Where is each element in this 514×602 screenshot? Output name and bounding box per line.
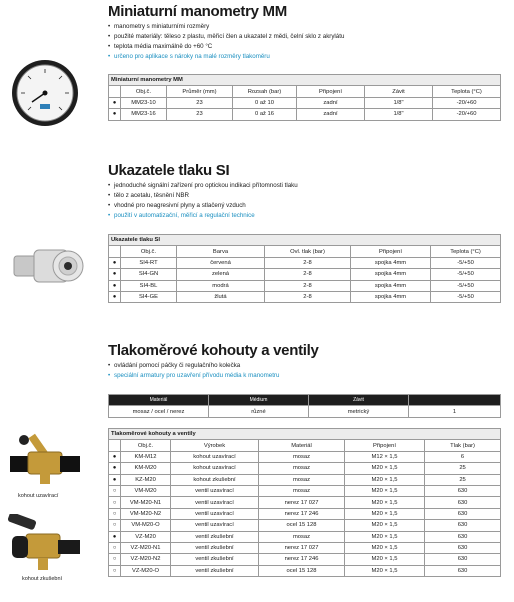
table-cell: VZ-M20-N2	[121, 554, 171, 565]
table-cell: M20 × 1,5	[345, 565, 425, 576]
table-cell: žlutá	[177, 291, 265, 302]
valve-shutoff-illustration	[4, 430, 90, 488]
stock-empty-icon	[109, 554, 121, 565]
section-title-si: Ukazatele tlaku SI	[108, 162, 230, 179]
table-cell: -5/+50	[431, 257, 501, 268]
table-cell: 6	[425, 451, 501, 462]
stock-filled-icon	[109, 463, 121, 474]
stock-empty-icon	[109, 485, 121, 496]
section-title-km: Tlakoměrové kohouty a ventily	[108, 342, 319, 359]
table-cell: MM23-16	[121, 109, 167, 120]
table-cell: -5/+50	[431, 280, 501, 291]
table-caption: Tlakoměrové kohouty a ventily	[109, 429, 501, 440]
table-cell: -20/+60	[433, 97, 501, 108]
table-cell: M20 × 1,5	[345, 463, 425, 474]
table-row	[109, 291, 501, 302]
table-cell: M12 × 1,5	[345, 451, 425, 462]
table-cell: M20 × 1,5	[345, 508, 425, 519]
bullet-item: • tělo z acetalu, těsnění NBR	[108, 191, 298, 201]
table-row	[109, 269, 501, 280]
pressure-indicator-illustration	[10, 238, 86, 294]
table-cell: zadní	[297, 109, 365, 120]
bullet-list-km	[108, 361, 279, 381]
bullet-item-highlight: • speciální armatury pro uzavření přívodu média k manometru	[108, 371, 279, 381]
table-cell: ocel 15 128	[259, 565, 345, 576]
table-cell: 630	[425, 554, 501, 565]
bullet-item: • jednoduché signální zařízení pro optickou indikaci přítomnosti tlaku	[108, 181, 298, 191]
table-cell: ocel 15 128	[259, 520, 345, 531]
table-caption: Ukazatele tlaku SI	[109, 235, 501, 246]
table-cell: spojka 4mm	[351, 280, 431, 291]
table-cell: 0 až 16	[233, 109, 297, 120]
column-header: Rozsah (bar)	[233, 86, 297, 97]
bullet-item: • manometry s miniaturními rozměry	[108, 22, 344, 32]
column-header: Připojení	[297, 86, 365, 97]
bullet-item: • vhodné pro neagresivní plyny a stlačený vzduch	[108, 201, 298, 211]
table-cell: nerez 17 027	[259, 542, 345, 553]
table-cell: M20 × 1,5	[345, 474, 425, 485]
table-cell: 1/8"	[365, 97, 433, 108]
table-cell: SI4-BL	[121, 280, 177, 291]
table-cell: 630	[425, 520, 501, 531]
column-header	[409, 395, 501, 406]
stock-filled-icon	[109, 97, 121, 108]
table-cell: MM23-10	[121, 97, 167, 108]
table-cell: ventil uzavírací	[171, 520, 259, 531]
column-header: Médium	[209, 395, 309, 406]
table-cell: 25	[425, 463, 501, 474]
table-km	[108, 428, 501, 577]
table-cell: M20 × 1,5	[345, 531, 425, 542]
table-caption: Miniaturní manometry MM	[109, 75, 501, 86]
table-cell: 1/8"	[365, 109, 433, 120]
table-cell: KM-M12	[121, 451, 171, 462]
table-cell: nerez 17 027	[259, 497, 345, 508]
stock-empty-icon	[109, 497, 121, 508]
table-si	[108, 234, 501, 303]
table-cell: VZ-M20-N1	[121, 542, 171, 553]
table-cell: mosaz / ocel / nerez	[109, 406, 209, 417]
table-row	[109, 97, 501, 108]
table-cell: VZ-M20	[121, 531, 171, 542]
table-cell: zelená	[177, 269, 265, 280]
table-cell: SI4-RT	[121, 257, 177, 268]
table-row	[109, 474, 501, 485]
table-cell: ventil uzavírací	[171, 485, 259, 496]
table-row	[109, 280, 501, 291]
table-cell: KZ-M20	[121, 474, 171, 485]
column-header: Obj.č.	[121, 86, 167, 97]
bullet-item: • teplota média maximálně do +60 °C	[108, 42, 344, 52]
bullet-item: • ovládání pomocí páčky či regulačního kolečka	[108, 361, 279, 371]
table-cell: M20 × 1,5	[345, 542, 425, 553]
table-cell: ventil zkušební	[171, 542, 259, 553]
table-cell: zadní	[297, 97, 365, 108]
table-row	[109, 565, 501, 576]
table-cell: -5/+50	[431, 291, 501, 302]
stock-empty-icon	[109, 542, 121, 553]
material-table	[108, 394, 501, 418]
stock-filled-icon	[109, 280, 121, 291]
table-cell: M20 × 1,5	[345, 520, 425, 531]
table-cell: červená	[177, 257, 265, 268]
table-cell: 23	[167, 97, 233, 108]
column-header: Obj.č.	[121, 246, 177, 257]
table-cell: 630	[425, 565, 501, 576]
bullet-list-si	[108, 181, 298, 221]
column-header: Teplota (°C)	[431, 246, 501, 257]
valve-test-illustration	[4, 514, 90, 574]
table-cell: M20 × 1,5	[345, 497, 425, 508]
table-cell: ventil zkušební	[171, 565, 259, 576]
stock-empty-icon	[109, 508, 121, 519]
valve-caption: kohout zkušební	[22, 576, 63, 582]
table-cell: 25	[425, 474, 501, 485]
table-cell: nerez 17 246	[259, 554, 345, 565]
column-header: Závit	[309, 395, 409, 406]
table-cell: spojka 4mm	[351, 269, 431, 280]
table-cell: 23	[167, 109, 233, 120]
table-cell: ventil uzavírací	[171, 508, 259, 519]
valve-caption: kohout uzavírací	[18, 493, 59, 499]
bullet-item-highlight: • určeno pro aplikace s nároky na malé rozměry tlakoměru	[108, 52, 344, 62]
table-cell: VZ-M20-O	[121, 565, 171, 576]
column-header: Připojení	[351, 246, 431, 257]
table-cell: SI4-GN	[121, 269, 177, 280]
table-cell: různé	[209, 406, 309, 417]
table-row	[109, 508, 501, 519]
stock-filled-icon	[109, 531, 121, 542]
column-header: Výrobek	[171, 440, 259, 451]
table-cell: kohout uzavírací	[171, 463, 259, 474]
table-cell: 1	[409, 406, 501, 417]
table-cell: mosaz	[259, 474, 345, 485]
table-cell: VM-M20-N2	[121, 508, 171, 519]
column-header: Připojení	[345, 440, 425, 451]
table-cell: ventil uzavírací	[171, 497, 259, 508]
table-cell: 2-8	[265, 280, 351, 291]
table-cell: 630	[425, 542, 501, 553]
column-header: Teplota (°C)	[433, 86, 501, 97]
table-cell: 630	[425, 531, 501, 542]
table-cell: 0 až 10	[233, 97, 297, 108]
table-row	[109, 257, 501, 268]
table-row	[109, 542, 501, 553]
table-cell: VM-M20	[121, 485, 171, 496]
table-cell: kohout uzavírací	[171, 451, 259, 462]
table-cell: spojka 4mm	[351, 257, 431, 268]
table-mm	[108, 74, 501, 121]
table-cell: VM-M20-N1	[121, 497, 171, 508]
table-cell: 2-8	[265, 257, 351, 268]
table-row	[109, 497, 501, 508]
table-cell: spojka 4mm	[351, 291, 431, 302]
table-cell: 2-8	[265, 291, 351, 302]
stock-filled-icon	[109, 451, 121, 462]
table-cell: ventil zkušební	[171, 531, 259, 542]
table-row	[109, 109, 501, 120]
bullet-list-mm	[108, 22, 344, 62]
column-header: Obj.č.	[121, 440, 171, 451]
table-cell: KM-M20	[121, 463, 171, 474]
table-cell: ventil zkušební	[171, 554, 259, 565]
table-cell: VM-M20-O	[121, 520, 171, 531]
table-cell: -20/+60	[433, 109, 501, 120]
table-cell: M20 × 1,5	[345, 485, 425, 496]
table-row	[109, 531, 501, 542]
table-cell: metrický	[309, 406, 409, 417]
table-row	[109, 485, 501, 496]
table-cell: SI4-GE	[121, 291, 177, 302]
column-header: Tlak (bar)	[425, 440, 501, 451]
manometer-illustration	[10, 58, 80, 128]
stock-filled-icon	[109, 269, 121, 280]
stock-filled-icon	[109, 474, 121, 485]
stock-empty-icon	[109, 565, 121, 576]
stock-empty-icon	[109, 520, 121, 531]
table-row	[109, 554, 501, 565]
table-cell: -5/+50	[431, 269, 501, 280]
table-cell: 630	[425, 497, 501, 508]
column-header: Ovl. tlak (bar)	[265, 246, 351, 257]
table-cell: M20 × 1,5	[345, 554, 425, 565]
table-cell: mosaz	[259, 463, 345, 474]
table-cell: kohout zkušební	[171, 474, 259, 485]
stock-filled-icon	[109, 257, 121, 268]
table-row	[109, 463, 501, 474]
bullet-item-highlight: • použití v automatizační, měřicí a regulační technice	[108, 211, 298, 221]
table-cell: mosaz	[259, 451, 345, 462]
table-cell: mosaz	[259, 531, 345, 542]
section-title-mm: Miniaturní manometry MM	[108, 3, 287, 20]
bullet-item: • použité materiály: těleso z plastu, měřicí člen a ukazatel z mědi, čelní sklo z akrylátu	[108, 32, 344, 42]
table-cell: nerez 17 246	[259, 508, 345, 519]
table-row	[109, 520, 501, 531]
column-header: Závit	[365, 86, 433, 97]
column-header: Průměr (mm)	[167, 86, 233, 97]
column-header: Materiál	[109, 395, 209, 406]
table-cell: 2-8	[265, 269, 351, 280]
stock-filled-icon	[109, 291, 121, 302]
table-row	[109, 451, 501, 462]
column-header: Materiál	[259, 440, 345, 451]
table-cell: mosaz	[259, 485, 345, 496]
table-cell: 630	[425, 485, 501, 496]
table-cell: modrá	[177, 280, 265, 291]
stock-filled-icon	[109, 109, 121, 120]
table-cell: 630	[425, 508, 501, 519]
column-header: Barva	[177, 246, 265, 257]
